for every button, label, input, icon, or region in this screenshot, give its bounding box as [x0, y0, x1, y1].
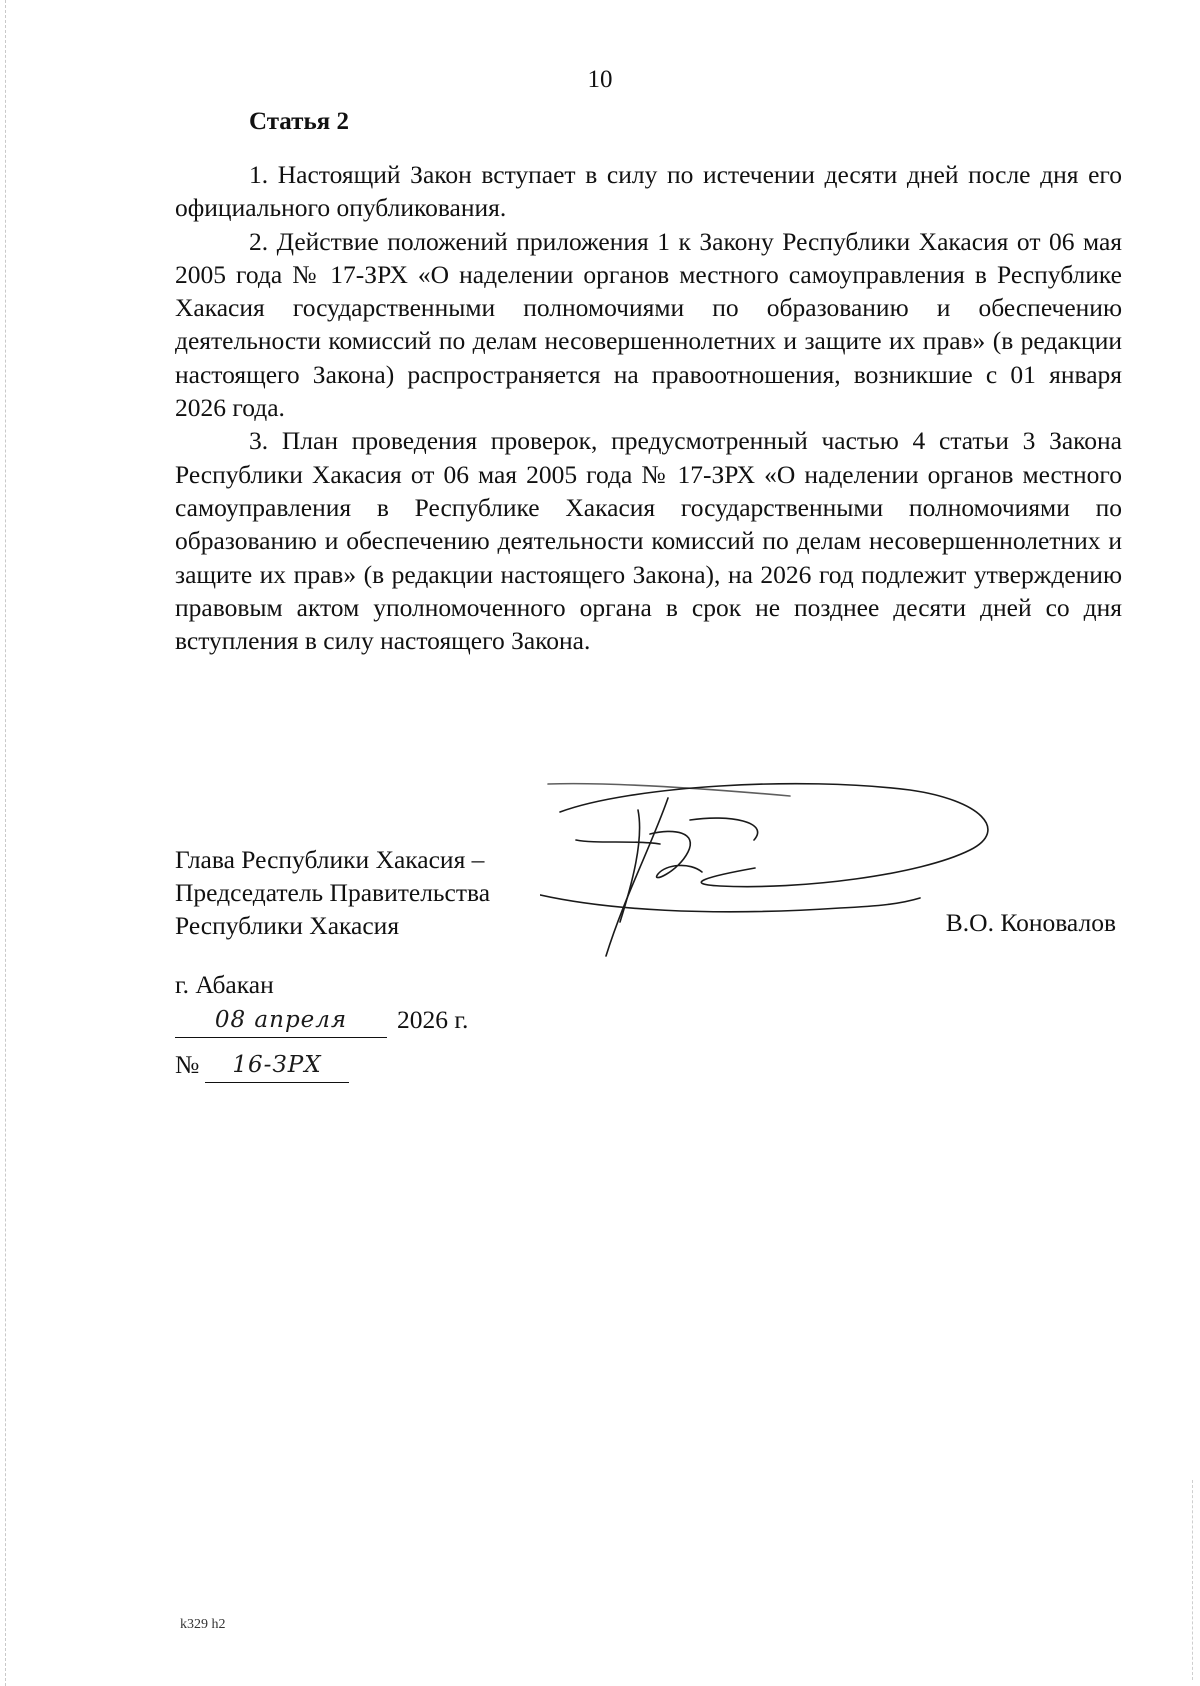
date-handwritten: 08 апреля: [175, 1003, 387, 1038]
article-body: [175, 158, 1122, 657]
paragraph-1: 1. Настоящий Закон вступает в силу по истечении десяти дней после дня его официального опубликования.: [175, 160, 1122, 223]
signatory-title-line: Республики Хакасия: [175, 911, 400, 940]
signatory-title-line: Председатель Правительства: [175, 878, 491, 907]
page-number: 10: [587, 66, 613, 93]
handwritten-signature: [540, 780, 1000, 960]
number-sign: №: [175, 1050, 200, 1079]
place-of-signing: г. Абакан: [175, 970, 274, 999]
number-handwritten: 16-ЗРХ: [205, 1048, 349, 1083]
date-year: 2026 г.: [397, 1005, 469, 1034]
signing-date: [175, 1003, 495, 1041]
scan-edge-right: [1192, 1480, 1194, 1680]
article-title: Статья 2: [249, 108, 349, 135]
signatory-name: В.О. Коновалов: [945, 908, 1116, 937]
paragraph-2: 2. Действие положений приложения 1 к Закону Республики Хакасия от 06 мая 2005 года № 17-ЗРХ «О наделении органов местного самоуправления в Республике Хакасия государственными полномочиями по образованию и обеспечению деятельности комиссий по делам несовершеннолетних и защите их прав» (в редакции настоящего Закона) распространяется на правоотношения, возникшие с 01 января 2026 года.: [175, 226, 1122, 423]
signatory-title-line: Глава Республики Хакасия –: [175, 845, 485, 874]
paragraph-3: 3. План проведения проверок, предусмотренный частью 4 статьи 3 Закона Республики Хакасия от 06 мая 2005 года № 17-ЗРХ «О наделении органов местного самоуправления в Республике Хакасия государственными полномочиями по образованию и обеспечению деятельности комиссий по делам несовершеннолетних и защите их прав» (в редакции настоящего Закона), на 2026 год подлежит утверждению правовым актом уполномоченного органа в срок не позднее десяти дней со дня вступления в силу настоящего Закона.: [175, 426, 1122, 656]
footer-code: k329 h2: [180, 1617, 226, 1632]
scan-edge-left: [5, 0, 7, 1686]
law-number: [175, 1048, 495, 1086]
signatory-title: [175, 843, 490, 942]
